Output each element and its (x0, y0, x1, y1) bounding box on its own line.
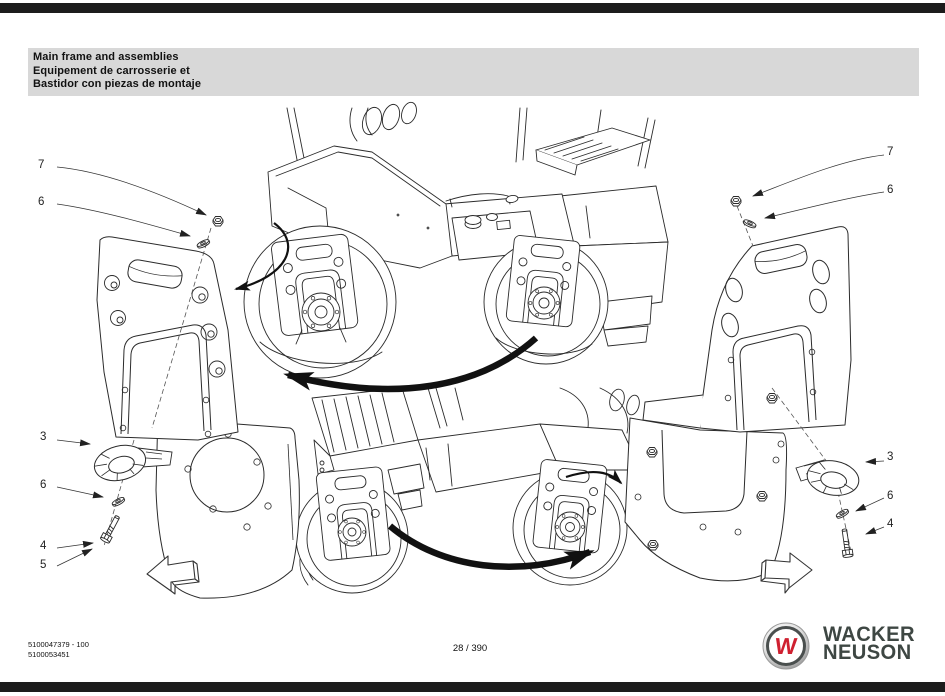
bottom-rule-bar (0, 682, 945, 692)
chapter-header (28, 48, 919, 96)
washer-right-top (743, 219, 757, 230)
callout-6-left-bottom: 6 (40, 479, 47, 491)
callout-6-right-top: 6 (887, 184, 894, 196)
wacker-neuson-monogram-icon (762, 622, 810, 670)
chapter-title-fr: Equipement de carrosserie et (33, 64, 190, 77)
wacker-neuson-wordmark: WACKER NEUSON (823, 623, 915, 664)
bolt-left-bottom (100, 514, 122, 544)
top-rule-bar (0, 3, 945, 13)
callout-5-left-bottom: 5 (40, 559, 47, 571)
callout-4-right-bottom: 4 (887, 518, 894, 530)
callout-7-left-top: 7 (38, 159, 45, 171)
nut-right-top (731, 197, 741, 207)
material-number: 5100053451 (28, 649, 70, 659)
bolt-right-bottom (839, 528, 853, 558)
washer-left-top (196, 238, 210, 249)
callout-4-left-bottom: 4 (40, 540, 47, 552)
top-machine-view (244, 100, 668, 378)
document-numbers (28, 640, 89, 659)
washer-left-bottom (111, 496, 125, 507)
wacker-neuson-logo (762, 620, 932, 672)
exploded-parts-diagram (0, 96, 945, 626)
callout-3-left-bottom: 3 (40, 431, 47, 443)
callout-7-right-top: 7 (887, 146, 894, 158)
page-indicator: 28 / 390 (452, 643, 488, 654)
washer-right-bottom (835, 508, 849, 520)
chapter-title-en: Main frame and assemblies (33, 51, 179, 63)
document-number: 5100047379 - 100 (28, 640, 89, 649)
callout-6-left-top: 6 (38, 196, 45, 208)
callout-6-right-bottom: 6 (887, 490, 894, 502)
svg-text:W: W (773, 633, 799, 659)
nut-left-top (213, 217, 223, 227)
tie-down-shackle-right (796, 457, 862, 500)
chapter-title-es: Bastidor con piezas de montaje (33, 78, 202, 90)
callout-3-right-bottom: 3 (887, 451, 894, 463)
